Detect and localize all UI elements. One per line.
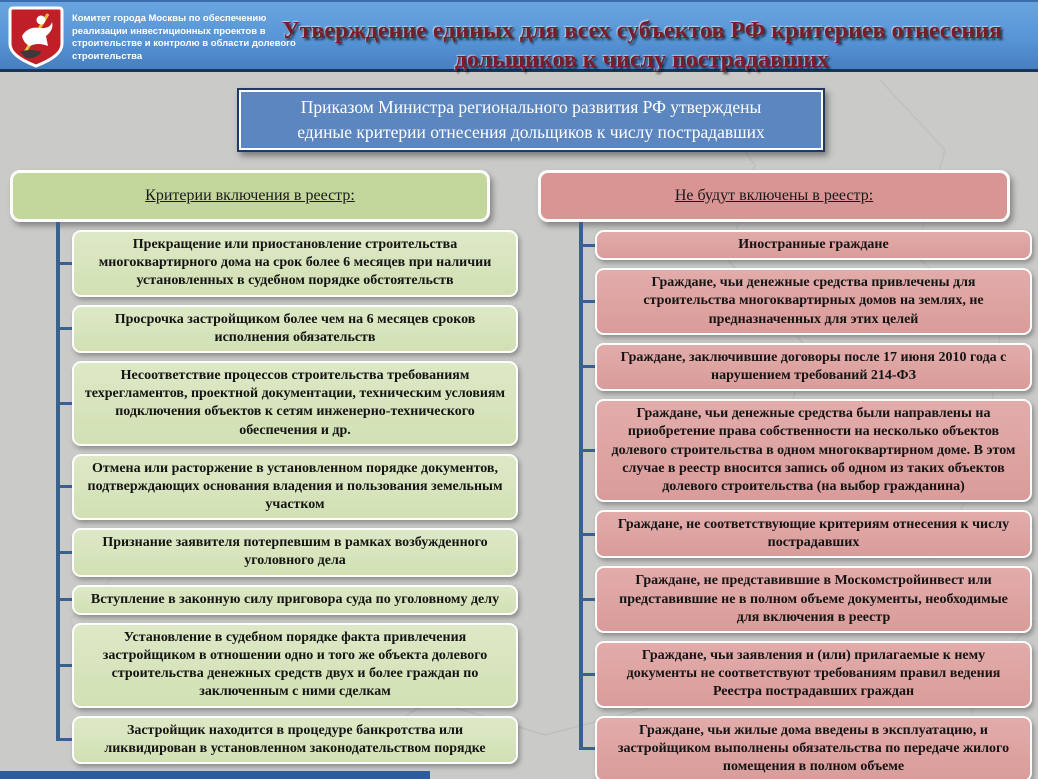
header-bar <box>0 0 1038 72</box>
moscow-coat-of-arms-icon <box>8 6 64 68</box>
subtitle-line2: единые критерии отнесения дольщиков к числу пострадавших <box>297 121 765 142</box>
subtitle-box <box>237 88 825 152</box>
criteria-item-2: Просрочка застройщиком более чем на 6 месяцев сроков исполнения обязательств <box>72 305 518 353</box>
excluded-item-4: Граждане, чьи денежные средства были направлены на приобретение права собственности на несколько объектов долевого строительства в одном многоквартирном доме. В этом случае в реестр вносится запись об одном из таких объектов долевого строительства (на выбор гражданина) <box>595 399 1032 502</box>
excluded-item-1: Иностранные граждане <box>595 230 1032 260</box>
inclusion-criteria-header: Критерии включения в реестр: <box>10 170 490 222</box>
criteria-item-4: Отмена или расторжение в установленном порядке документов, подтверждающих основания владения и пользования земельным участком <box>72 454 518 521</box>
excluded-item-8: Граждане, чьи жилые дома введены в эксплуатацию, и застройщиком выполнены обязательства по передаче жилого помещения в полном объеме <box>595 716 1032 779</box>
criteria-item-6: Вступление в законную силу приговора суда по уголовному делу <box>72 585 518 615</box>
excluded-item-2: Граждане, чьи денежные средства привлечены для строительства многоквартирных домов на землях, не предназначенных для этих целей <box>595 268 1032 335</box>
criteria-item-1: Прекращение или приостановление строительства многоквартирного дома на срок более 6 месяцев при наличии установленных в судебном порядке обстоятельств <box>72 230 518 297</box>
inclusion-criteria-list <box>72 230 518 764</box>
slide-title-line2: дольщиков к числу пострадавших <box>454 47 830 74</box>
excluded-item-6: Граждане, не представившие в Москомстройинвест или представившие не в полном объеме документы, необходимые для включения в реестр <box>595 566 1032 633</box>
excluded-list <box>595 230 1032 779</box>
slide-title-line1: Утверждение единых для всех субъектов РФ критериев отнесения <box>281 18 1002 44</box>
committee-name: Комитет города Москвы по обеспечению реализации инвестиционных проектов в строительстве и контролю в области долевого строительства <box>72 13 296 62</box>
slide-title <box>252 17 1032 76</box>
excluded-item-3: Граждане, заключившие договоры после 17 июня 2010 года с нарушением требований 214-ФЗ <box>595 343 1032 391</box>
inclusion-criteria-column <box>10 170 518 772</box>
bottom-strip <box>0 771 430 779</box>
excluded-column <box>538 170 1032 779</box>
subtitle-line1: Приказом Министра регионального развития РФ утверждены <box>300 97 762 117</box>
excluded-item-5: Граждане, не соответствующие критериям отнесения к числу пострадавших <box>595 510 1032 558</box>
criteria-item-8: Застройщик находится в процедуре банкротства или ликвидирован в установленном законодательством порядке <box>72 716 518 764</box>
excluded-item-7: Граждане, чьи заявления и (или) прилагаемые к нему документы не соответствуют требованиям правил ведения Реестра пострадавших граждан <box>595 641 1032 708</box>
criteria-item-5: Признание заявителя потерпевшим в рамках возбужденного уголовного дела <box>72 528 518 576</box>
criteria-item-7: Установление в судебном порядке факта привлечения застройщиком в отношении одно и того же объекта долевого строительства денежных средств двух и более граждан по заключенным с ними сделкам <box>72 623 518 708</box>
left-connector-trunk <box>56 222 60 739</box>
criteria-item-3: Несоответствие процессов строительства требованиям техрегламентов, проектной документации, техническим условиям подключения объектов к сетям инженерно-технического обеспечения и др. <box>72 361 518 446</box>
excluded-header: Не будут включены в реестр: <box>538 170 1010 222</box>
